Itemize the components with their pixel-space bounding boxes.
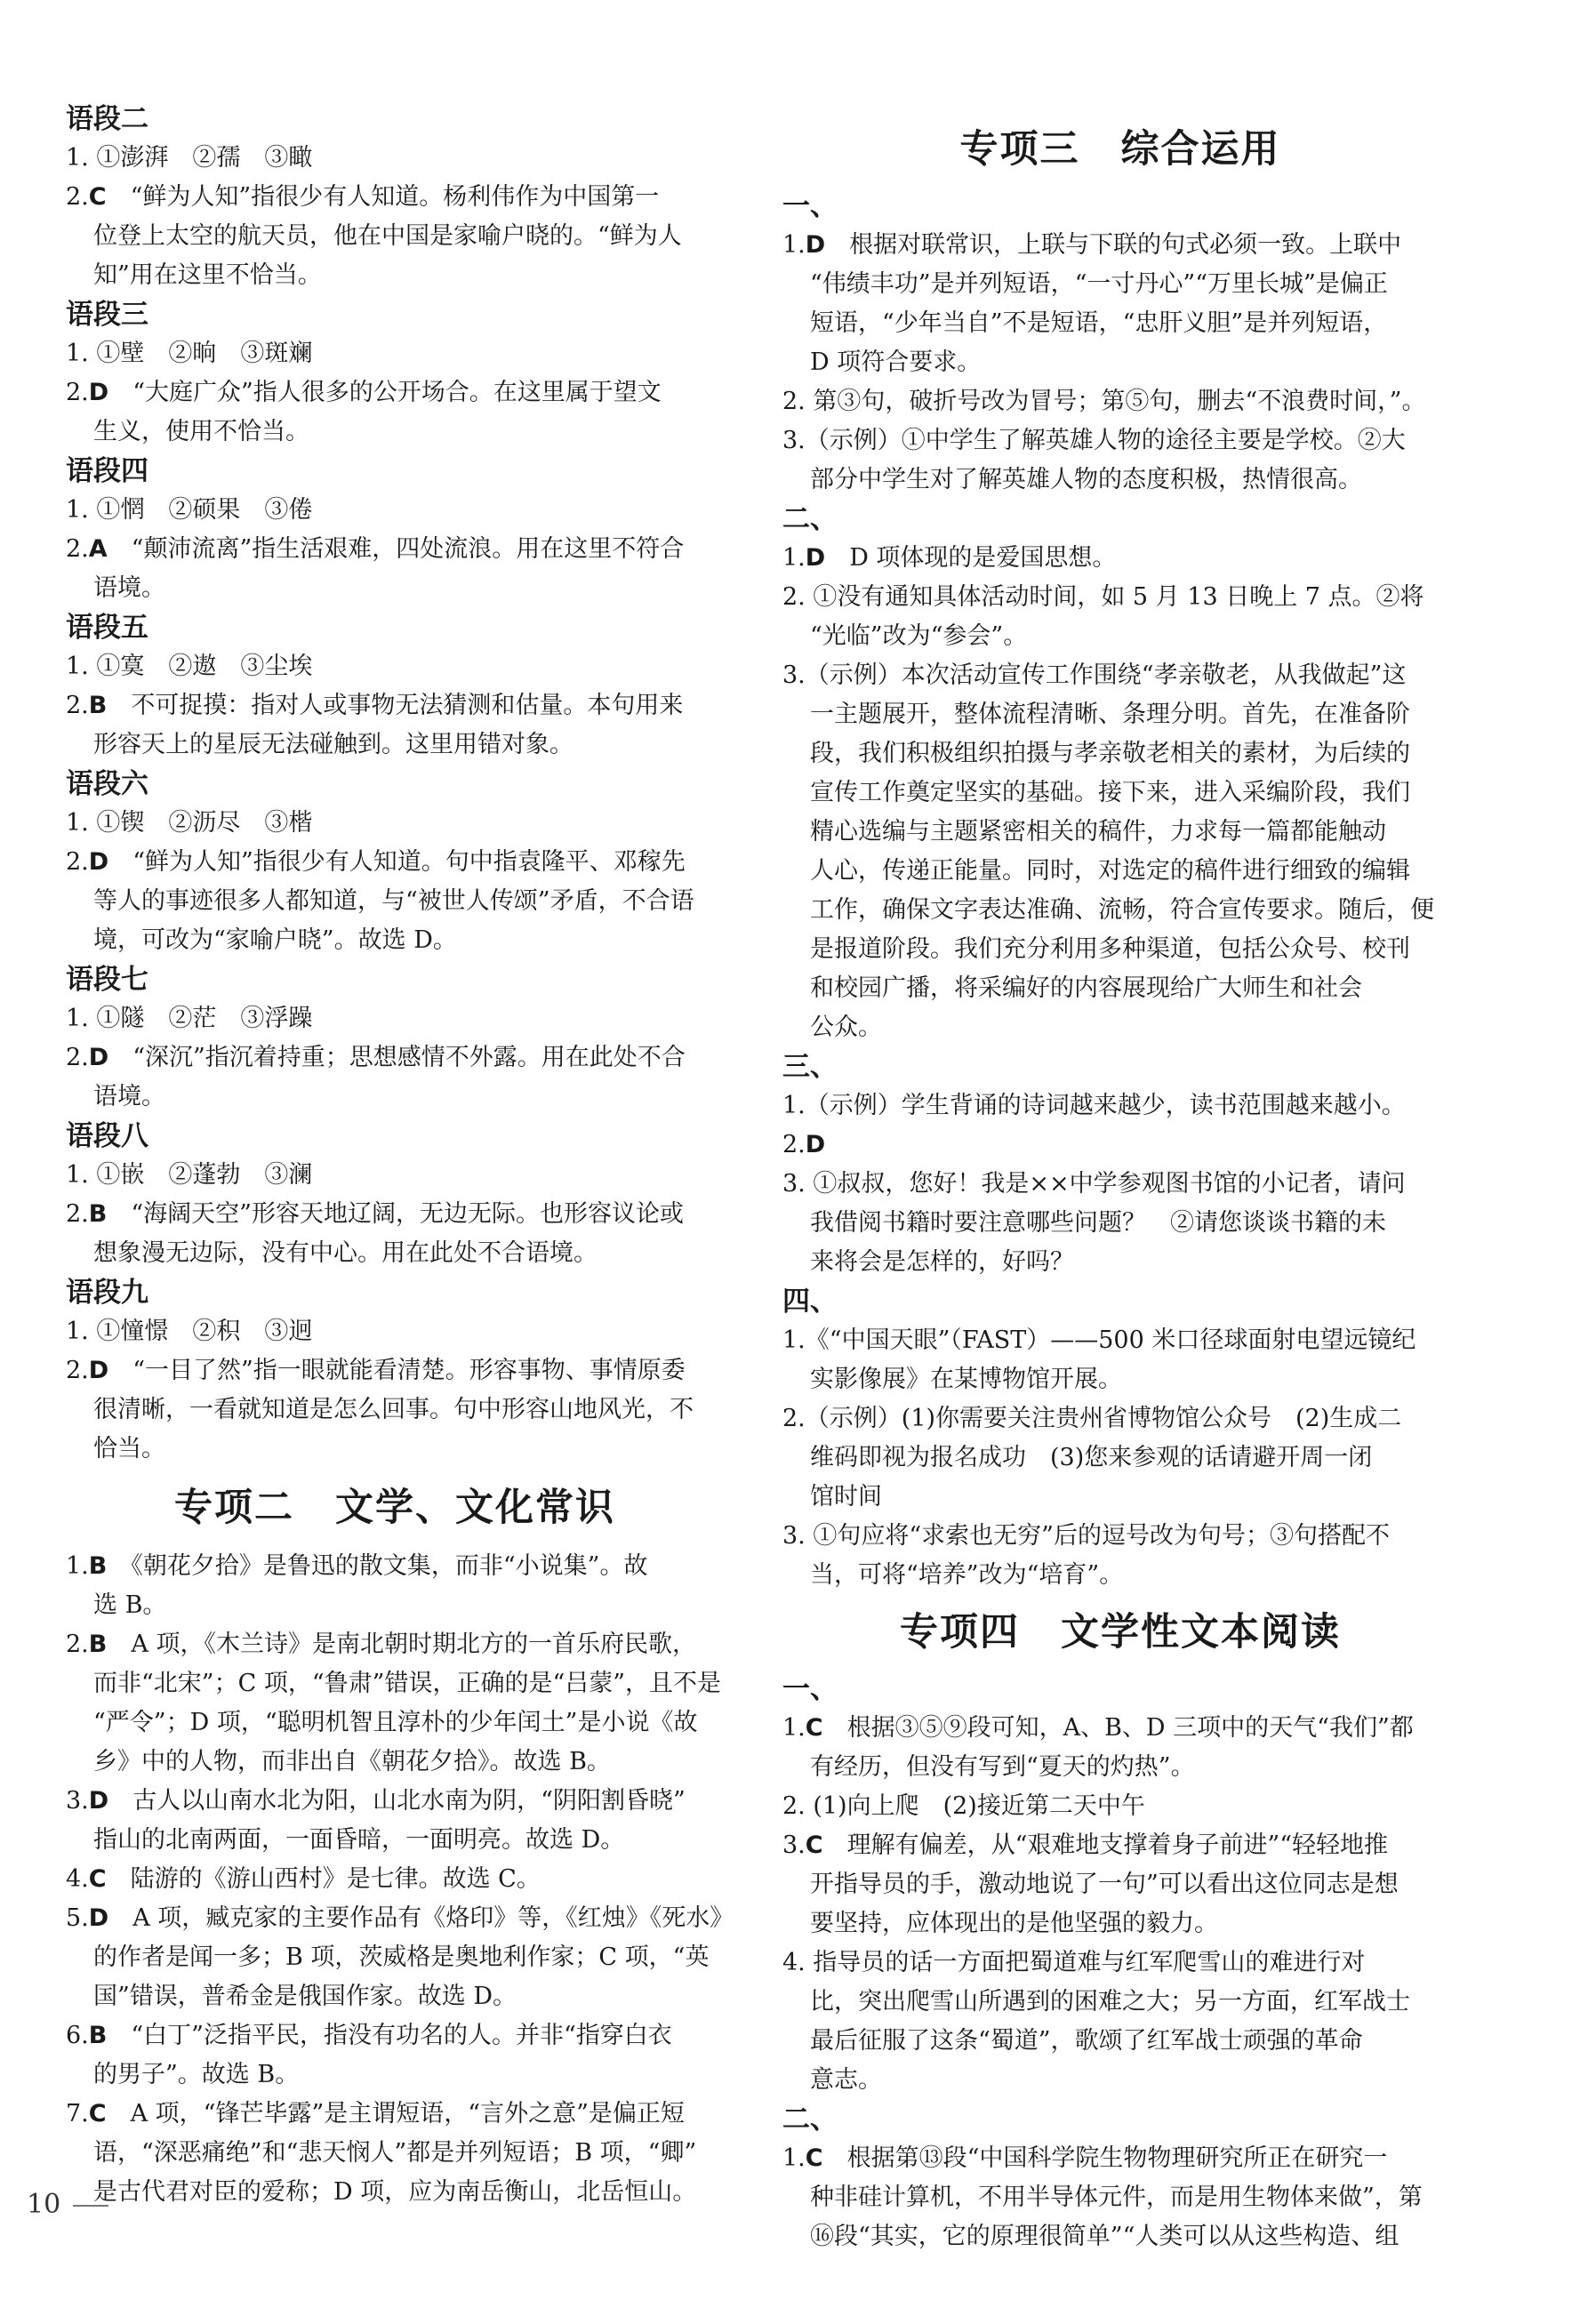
answer-line: “光临”改为“参会”。	[810, 622, 1028, 650]
answer-line: 短语，“少年当自”不是短语，“忠肝义胆”是并列短语，	[810, 309, 1388, 337]
answer-line: 实影像展》在某博物馆开展。	[810, 1366, 1122, 1393]
answer-line: 意志。	[810, 2066, 882, 2094]
answer-line: 1. ①惘 ②硕果 ③倦	[66, 496, 313, 524]
answer-line: 2.D “鲜为人知”指很少有人知道。句中指袁隆平、邓稼先	[66, 848, 686, 876]
answer-line: 宣传工作奠定坚实的基础。接下来，进入采编阶段，我们	[810, 779, 1410, 806]
answer-line: 比，突出爬雪山所遇到的困难之大；另一方面，红军战士	[810, 1988, 1410, 2015]
answer-line: 2. 第③句，破折号改为冒号；第⑤句，删去“不浪费时间，”。	[782, 388, 1426, 415]
answer-line: ⑯段“其实，它的原理很简单”“人类可以从这些构造、组	[810, 2223, 1400, 2250]
right-column	[782, 112, 1458, 2256]
answer-line: 5.D A 项，臧克家的主要作品有《烙印》等，《红烛》《死水》	[66, 1904, 734, 1932]
section-heading: 一、	[782, 1673, 838, 1705]
answer-line: 语，“深恶痛绝”和“悲天悯人”都是并列短语；B 项，“卿”	[93, 2139, 697, 2167]
answer-letter: B	[88, 692, 108, 719]
answer-line: 当，可将“培养”改为“培育”。	[810, 1561, 1124, 1589]
answer-line: 1.D D 项体现的是爱国思想。	[782, 544, 1117, 572]
answer-line: 1. ①壁 ②晌 ③斑斓	[66, 340, 313, 367]
answer-letter: D	[88, 1044, 109, 1071]
answer-line: 语境。	[93, 574, 165, 602]
answer-line: 形容天上的星辰无法碰触到。这里用错对象。	[93, 731, 573, 758]
answer-line: 1.B 《朝花夕拾》是鲁迅的散文集，而非“小说集”。故	[66, 1552, 648, 1580]
chapter-title: 专项二 文学、文化常识	[174, 1486, 615, 1530]
answer-line: 是古代君对臣的爱称；D 项，应为南岳衡山，北岳恒山。	[93, 2178, 697, 2206]
answer-line: 2.D	[782, 1131, 826, 1158]
answer-line: 4. 指导员的话一方面把蜀道难与红军爬雪山的难进行对	[782, 1949, 1366, 1976]
answer-letter: A	[88, 535, 108, 563]
answer-letter: C	[805, 1831, 823, 1859]
answer-letter: C	[805, 1714, 823, 1742]
answer-line: 很清晰，一看就知道是怎么回事。句中形容山地风光，不	[93, 1396, 694, 1423]
answer-line: 3.（示例）本次活动宣传工作围绕“孝亲敬老，从我做起”这	[782, 661, 1407, 689]
answer-letter: D	[88, 379, 109, 406]
answer-letter: D	[88, 1787, 109, 1815]
answer-line: 4.C 陆游的《游山西村》是七律。故选 C。	[66, 1865, 541, 1893]
answer-line: 语境。	[93, 1083, 165, 1110]
answer-line: 选 B。	[93, 1591, 167, 1619]
answer-line: 恰当。	[93, 1435, 165, 1463]
answer-letter: C	[88, 183, 107, 211]
answer-line: 维码即视为报名成功 (3)您来参观的话请避开周一闭	[810, 1444, 1373, 1471]
section-heading: 语段八	[66, 1120, 148, 1152]
answer-line: 工作，确保文字表达准确、流畅，符合宣传要求。随后，便	[810, 896, 1434, 924]
answer-line: 种非硅计算机，不用半导体元件，而是用生物体来做”，第	[810, 2184, 1423, 2211]
answer-line: 精心选编与主题紧密相关的稿件，力求每一篇都能触动	[810, 818, 1386, 845]
answer-line: 2.B A 项，《木兰诗》是南北朝时期北方的一首乐府民歌，	[66, 1631, 696, 1658]
answer-line: 我借阅书籍时要注意哪些问题？ ②请您谈谈书籍的未	[810, 1209, 1386, 1237]
answer-line: 1.C 根据第⑬段“中国科学院生物物理研究所正在研究一	[782, 2144, 1388, 2172]
answer-line: 1.C 根据③⑤⑨段可知，A、B、D 三项中的天气“我们”都	[782, 1714, 1414, 1742]
answer-letter: D	[805, 544, 826, 572]
answer-line: 最后征服了这条“蜀道”，歌颂了红军战士顽强的革命	[810, 2027, 1363, 2055]
answer-letter: B	[88, 1552, 108, 1580]
answer-line: 1. ①嵌 ②蓬勃 ③澜	[66, 1161, 313, 1189]
section-heading: 语段九	[66, 1277, 148, 1309]
section-heading: 四、	[782, 1286, 838, 1318]
answer-line: 3.D 古人以山南水北为阳，山北水南为阴，“阴阳割昏晓”	[66, 1787, 686, 1815]
answer-line: 公众。	[810, 1014, 882, 1041]
section-heading: 语段三	[66, 299, 148, 331]
answer-line: 1. ①澎湃 ②孺 ③瞰	[66, 144, 313, 172]
answer-line: 1.D 根据对联常识，上联与下联的句式必须一致。上联中	[782, 231, 1402, 259]
answer-line: 的男子”。故选 B。	[93, 2061, 300, 2088]
answer-line: 2.D “一目了然”指一眼就能看清楚。形容事物、事情原委	[66, 1357, 686, 1384]
answer-letter: D	[805, 1131, 826, 1158]
answer-letter: B	[88, 2022, 108, 2049]
section-heading: 语段二	[66, 103, 148, 135]
answer-line: 而非“北宋”；C 项，“鲁肃”错误，正确的是“吕蒙”，且不是	[93, 1670, 722, 1697]
answer-line: 位登上太空的航天员，他在中国是家喻户晓的。“鲜为人	[93, 222, 682, 250]
answer-line: 3.（示例）①中学生了解英雄人物的途径主要是学校。②大	[782, 427, 1406, 454]
answer-line: 3. ①句应将“求索也无穷”后的逗号改为句号；③句搭配不	[782, 1522, 1390, 1550]
answer-line: 1. ①锲 ②沥尽 ③楷	[66, 809, 313, 837]
answer-line: 2. (1)向上爬 (2)接近第二天中午	[782, 1792, 1145, 1820]
section-heading: 语段六	[66, 768, 148, 800]
answer-line: 指山的北南两面，一面昏暗，一面明亮。故选 D。	[93, 1826, 625, 1854]
answer-line: 2.D “大庭广众”指人很多的公开场合。在这里属于望文	[66, 379, 662, 406]
answer-line: 2.B “海阔天空”形容天地辽阔，无边无际。也形容议论或	[66, 1200, 684, 1228]
answer-line: 开指导员的手，激动地说了一句”可以看出这位同志是想	[810, 1871, 1399, 1898]
answer-line: 国”错误，普希金是俄国作家。故选 D。	[93, 1983, 517, 2010]
chapter-title: 专项三 综合运用	[959, 127, 1281, 172]
answer-line: 1. ①憧憬 ②积 ③迥	[66, 1318, 313, 1345]
left-column	[66, 100, 734, 2212]
answer-line: 是报道阶段。我们充分利用多种渠道，包括公众号、校刊	[810, 935, 1410, 963]
answer-line: 人心，传递正能量。同时，对选定的稿件进行细致的编辑	[810, 857, 1410, 885]
answer-line: D 项符合要求。	[810, 349, 982, 376]
answer-line: “严令”；D 项，“聪明机智且淳朴的少年闰土”是小说《故	[93, 1709, 698, 1736]
answer-line: 7.C A 项，“锋芒毕露”是主谓短语，“言外之意”是偏正短	[66, 2100, 685, 2128]
page-number: 10	[27, 2189, 61, 2220]
section-heading: 三、	[782, 1051, 838, 1083]
answer-line: 要坚持，应体现出的是他坚强的毅力。	[810, 1910, 1218, 1937]
answer-line: 2.D “深沉”指沉着持重；思想感情不外露。用在此处不合	[66, 1044, 686, 1071]
answer-line: 知”用在这里不恰当。	[93, 261, 322, 289]
answer-line: 2.（示例）(1)你需要关注贵州省博物馆公众号 (2)生成二	[782, 1405, 1402, 1432]
section-heading: 二、	[782, 2104, 838, 2136]
answer-letter: C	[88, 2100, 107, 2128]
footer-rule	[73, 2205, 108, 2207]
answer-line: 乡》中的人物，而非出自《朝花夕拾》。故选 B。	[93, 1748, 611, 1775]
answer-line: 1. ①隧 ②茫 ③浮躁	[66, 1005, 313, 1032]
answer-line: 1.（示例）学生背诵的诗词越来越少，读书范围越来越小。	[782, 1092, 1406, 1119]
chapter-title: 专项四 文学性文本阅读	[900, 1610, 1341, 1655]
section-heading: 二、	[782, 503, 838, 535]
answer-line: 部分中学生对了解英雄人物的态度积极，热情很高。	[810, 466, 1362, 493]
answer-line: 想象漫无边际，没有中心。用在此处不合语境。	[93, 1239, 597, 1267]
answer-line: 6.B “白丁”泛指平民，指没有功名的人。并非“指穿白衣	[66, 2022, 672, 2049]
answer-line: 一主题展开，整体流程清晰、条理分明。首先，在准备阶	[810, 701, 1410, 728]
answer-letter: D	[88, 848, 109, 876]
answer-line: 和校园广播，将采编好的内容展现给广大师生和社会	[810, 974, 1362, 1002]
answer-line: 来将会是怎样的，好吗？	[810, 1248, 1074, 1276]
answer-letter: B	[88, 1200, 108, 1228]
answer-line: 境，可改为“家喻户晓”。故选 D。	[93, 926, 457, 954]
answer-line: 等人的事迹很多人都知道，与“被世人传颂”矛盾，不合语	[93, 887, 694, 915]
answer-letter: C	[805, 2144, 823, 2172]
answer-line: 2.C “鲜为人知”指很少有人知道。杨利伟作为中国第一	[66, 183, 660, 211]
answer-line: 3. ①叔叔，您好！我是××中学参观图书馆的小记者，请问	[782, 1170, 1406, 1198]
section-heading: 语段五	[66, 612, 148, 644]
section-heading: 语段四	[66, 455, 148, 487]
answer-line: 2.A “颠沛流离”指生活艰难，四处流浪。用在这里不符合	[66, 535, 685, 563]
section-heading: 一、	[782, 190, 838, 222]
answer-line: 有经历，但没有写到“夏天的灼热”。	[810, 1753, 1195, 1781]
answer-letter: D	[88, 1904, 109, 1932]
answer-letter: C	[88, 1865, 107, 1893]
page-footer	[27, 2189, 108, 2220]
answer-line: 馆时间	[810, 1483, 882, 1511]
answer-letter: D	[805, 231, 826, 259]
section-heading: 语段七	[66, 964, 148, 996]
answer-line: 2. ①没有通知具体活动时间，如 5 月 13 日晚上 7 点。②将	[782, 583, 1424, 611]
answer-line: 的作者是闻一多；B 项，茨威格是奥地利作家；C 项，“英	[93, 1943, 710, 1971]
answer-line: 3.C 理解有偏差，从“艰难地支撑着身子前进”“轻轻地推	[782, 1831, 1389, 1859]
answer-line: 段，我们积极组织拍摄与孝亲敬老相关的素材，为后续的	[810, 740, 1410, 767]
answer-line: 1.《“中国天眼”（FAST）——500 米口径球面射电望远镜纪	[782, 1326, 1416, 1354]
answer-line: 1. ①寞 ②遨 ③尘埃	[66, 653, 313, 680]
answer-line: 2.B 不可捉摸：指对人或事物无法猜测和估量。本句用来	[66, 692, 684, 719]
answer-line: 生义，使用不恰当。	[93, 418, 309, 445]
answer-letter: D	[88, 1357, 109, 1384]
answer-line: “伟绩丰功”是并列短语，“一寸丹心”“万里长城”是偏正	[810, 270, 1388, 298]
answer-letter: B	[88, 1631, 108, 1658]
